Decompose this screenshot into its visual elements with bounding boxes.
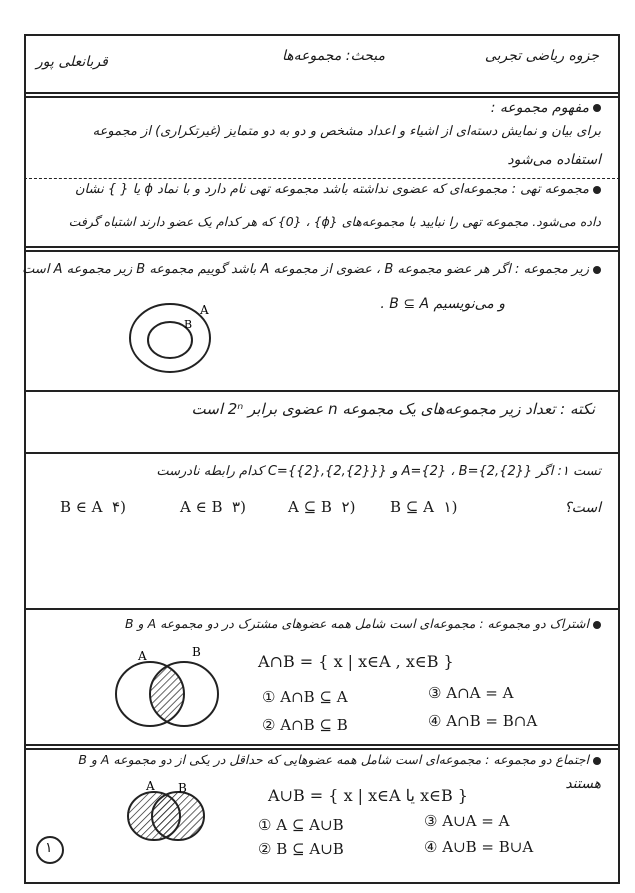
bullet-icon	[593, 266, 601, 274]
set-a-label: A	[138, 649, 147, 663]
divider	[24, 96, 620, 98]
subset-line1: زیر مجموعه : اگر هر عضو مجموعه B ، عضوی از مجموعه A باشد گوییم مجموعه B زیر مجموعه A است	[22, 262, 601, 277]
set-a-label: A	[146, 779, 155, 793]
bullet-icon	[593, 104, 601, 112]
test-question: تست ۱: اگر A={2} ، B={2,{2}} و C={{2},{2,{2}}} کدام رابطه نادرست	[156, 464, 601, 479]
intersection-prop-3: ③ A∩A = A	[428, 684, 514, 702]
concept-line2: استفاده می‌شود	[507, 152, 601, 168]
union-formula: A∪B = { x | x∈A یا x∈B }	[268, 786, 468, 805]
empty-set-line1: مجموعه تهی : مجموعه‌ای که عضوی نداشته باشد مجموعه تهی نام دارد و با نماد ϕ یا { } نشان	[75, 182, 601, 197]
set-b-label: B	[192, 645, 201, 659]
divider	[24, 608, 620, 610]
intersection-prop-4: ④ A∩B = B∩A	[428, 712, 538, 730]
union-title-2: هستند	[565, 776, 601, 792]
course-title: جزوه ریاضی تجربی	[484, 48, 599, 64]
divider	[24, 92, 620, 94]
bullet-icon	[593, 621, 601, 629]
union-prop-2: ② B ⊆ A∪B	[258, 840, 344, 858]
intersection-prop-2: ② A∩B ⊆ B	[262, 716, 348, 734]
divider	[24, 748, 620, 750]
set-b-label: B	[178, 781, 187, 795]
note-text: نکته : تعداد زیر مجموعه‌های یک مجموعه n عضوی برابر 2ⁿ است	[191, 400, 595, 418]
intersection-prop-1: ① A∩B ⊆ A	[262, 688, 348, 706]
concept-line1: برای بیان و نمایش دسته‌ای از اشیاء و اعداد مشخص و دو به دو متمایز (غیرتکراری) از مجموعه	[92, 124, 601, 139]
set-a-label: A	[200, 303, 209, 317]
topic-title: مبحث: مجموعه‌ها	[281, 48, 385, 64]
test-question-end: است؟	[564, 500, 601, 516]
divider	[24, 178, 620, 179]
union-prop-1: ① A ⊆ A∪B	[258, 816, 344, 834]
intersection-formula: A∩B = { x | x∈A , x∈B }	[258, 652, 454, 671]
test-option-3: A ∈ B ۳)	[180, 498, 246, 516]
union-venn-diagram	[122, 779, 232, 844]
concept-title: مفهوم مجموعه :	[491, 100, 601, 116]
set-a-circle	[130, 304, 210, 372]
divider	[24, 246, 620, 248]
divider	[24, 744, 620, 746]
union-prop-3: ③ A∪A = A	[424, 812, 510, 830]
test-option-2: A ⊆ B ۲)	[288, 498, 356, 516]
empty-set-line2: داده می‌شود. مجموعه تهی را نبایید با مجموعه‌های {ϕ} ، {0} که هر کدام یک عضو دارند اشتباه گرفت	[68, 214, 601, 229]
subset-line2: و می‌نویسیم B ⊆ A .	[380, 296, 505, 312]
intersection-title: اشتراک دو مجموعه : مجموعه‌ای است شامل همه عضوهای مشترک در دو مجموعه A و B	[125, 616, 601, 631]
subset-venn-diagram	[120, 300, 230, 380]
test-option-1: B ⊆ A ۱)	[390, 498, 458, 516]
page-number: ۱	[45, 840, 53, 856]
union-prop-4: ④ A∪B = B∪A	[424, 838, 534, 856]
set-b-label: B	[184, 318, 193, 331]
divider	[24, 452, 620, 454]
divider	[24, 390, 620, 392]
author-name: قربانعلی پور	[36, 54, 108, 70]
union-title: اجتماع دو مجموعه : مجموعه‌ای است شامل همه عضوهایی که حداقل در یکی از دو مجموعه A و B	[78, 752, 601, 767]
test-option-4: B ∈ A ۴)	[60, 498, 126, 516]
divider	[24, 250, 620, 252]
intersection-venn-diagram	[108, 645, 228, 728]
bullet-icon	[593, 757, 601, 765]
bullet-icon	[593, 186, 601, 194]
